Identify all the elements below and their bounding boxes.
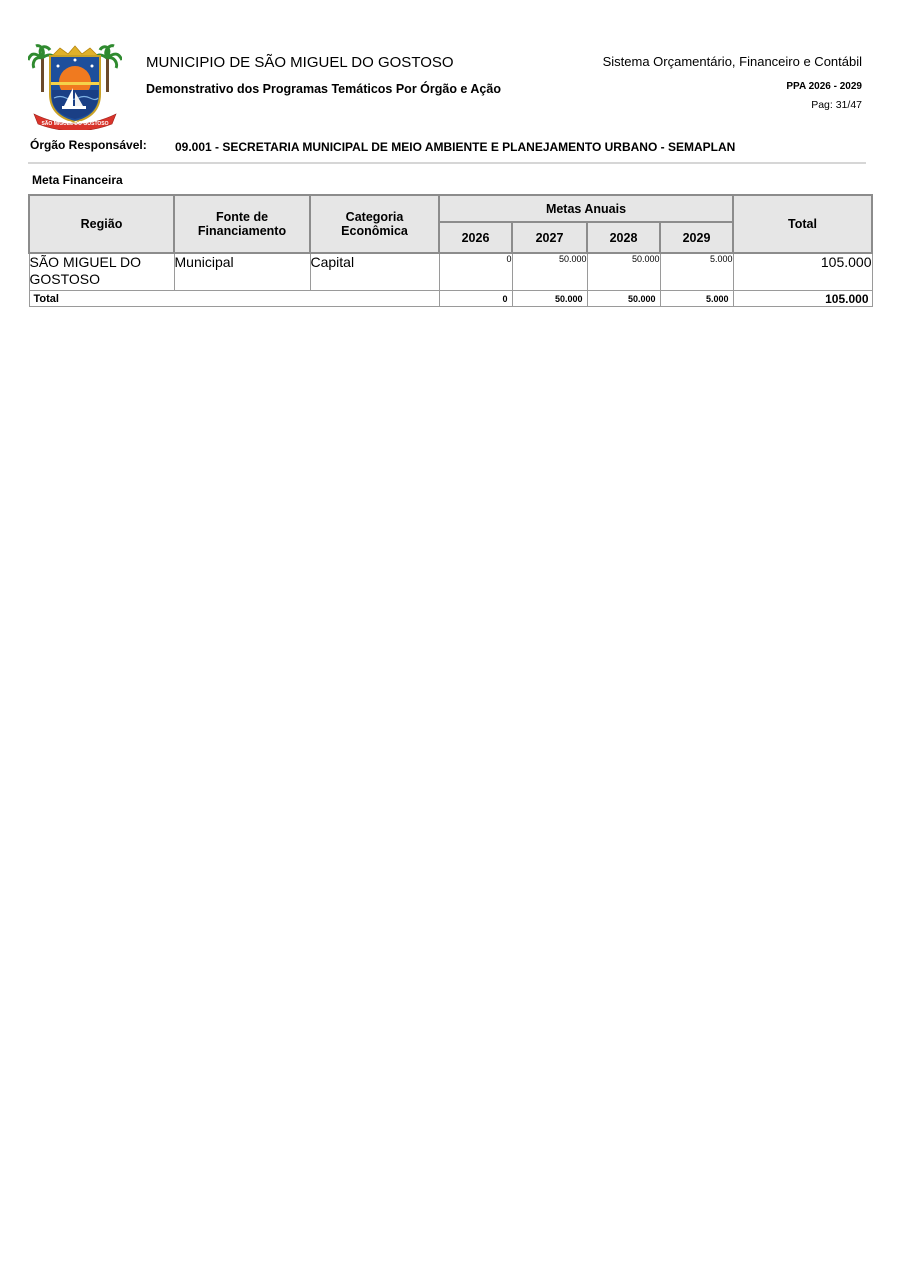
divider: [28, 162, 866, 164]
cell-total: 105.000: [733, 253, 872, 291]
ppa-period: PPA 2026 - 2029: [786, 81, 862, 92]
header-year: 2028: [587, 222, 660, 253]
page-number: Pag: 31/47: [811, 99, 862, 111]
header-metas-anuais: Metas Anuais: [439, 195, 733, 222]
system-name: Sistema Orçamentário, Financeiro e Contábil: [602, 54, 862, 69]
section-title: Meta Financeira: [32, 173, 123, 187]
meta-financeira-table: [28, 194, 873, 307]
orgao-value: 09.001 - SECRETARIA MUNICIPAL DE MEIO AMBIENTE E PLANEJAMENTO URBANO - SEMAPLAN: [175, 140, 736, 154]
header-fonte: Fonte de Financiamento: [174, 195, 310, 253]
svg-text:SÃO MIGUEL DO GOSTOSO: SÃO MIGUEL DO GOSTOSO: [41, 121, 109, 127]
totals-value-2028: 50.000: [587, 291, 660, 307]
totals-value-2026: 0: [439, 291, 512, 307]
cell-value-2029: 5.000: [660, 253, 733, 291]
header-year: 2027: [512, 222, 587, 253]
header-year: 2029: [660, 222, 733, 253]
cell-value-2027: 50.000: [512, 253, 587, 291]
totals-label: Total: [29, 291, 439, 307]
municipal-coat-of-arms-icon: [28, 42, 122, 130]
totals-value-2029: 5.000: [660, 291, 733, 307]
municipality-name: MUNICIPIO DE SÃO MIGUEL DO GOSTOSO: [146, 54, 454, 71]
orgao-label: Órgão Responsável:: [30, 138, 147, 152]
totals-grand-total: 105.000: [733, 291, 872, 307]
report-title: Demonstrativo dos Programas Temáticos Por Órgão e Ação: [146, 82, 501, 96]
totals-row: [29, 291, 872, 307]
header-categoria: Categoria Econômica: [310, 195, 439, 253]
totals-value-2027: 50.000: [512, 291, 587, 307]
cell-value-2026: 0: [439, 253, 512, 291]
cell-fonte: Municipal: [174, 253, 310, 291]
cell-regiao: SÃO MIGUEL DO GOSTOSO: [29, 253, 174, 291]
header-total: Total: [733, 195, 872, 253]
header-year: 2026: [439, 222, 512, 253]
cell-categoria: Capital: [310, 253, 439, 291]
cell-value-2028: 50.000: [587, 253, 660, 291]
header-regiao: Região: [29, 195, 174, 253]
table-row: [29, 253, 872, 291]
